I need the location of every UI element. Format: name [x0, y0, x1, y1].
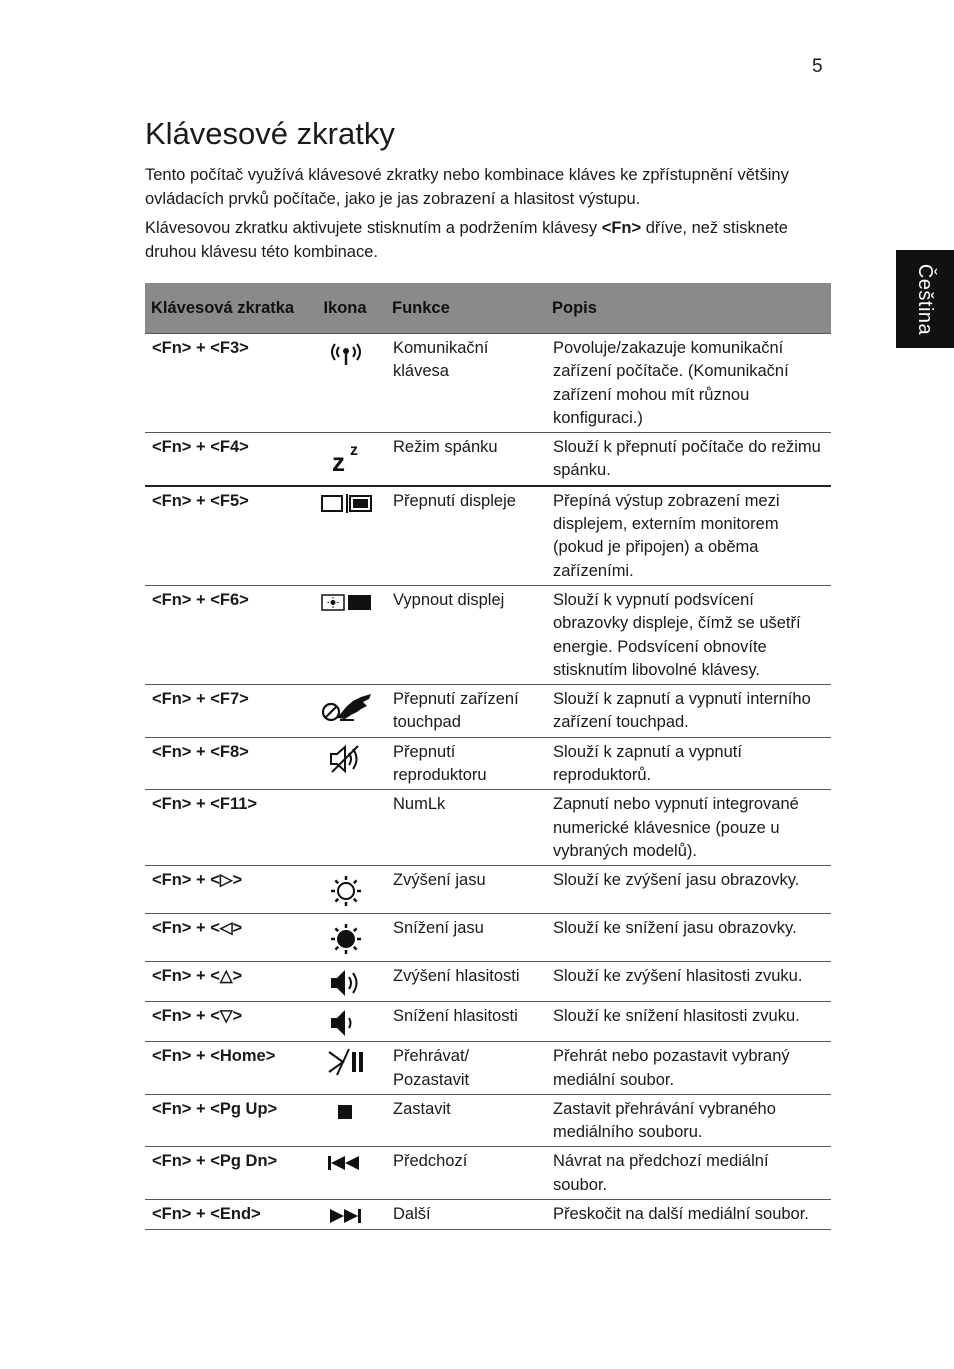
- function-name: Zvýšení hlasitosti: [386, 962, 546, 1002]
- brightness-down-icon: [311, 919, 380, 959]
- svg-text:z: z: [349, 442, 358, 460]
- function-name: Přehrávat/ Pozastavit: [386, 1042, 546, 1095]
- icon-cell: [304, 433, 386, 486]
- function-name: Vypnout displej: [386, 585, 546, 684]
- table-row: [145, 1200, 831, 1230]
- volume-down-icon: [311, 1007, 380, 1039]
- intro-paragraph: Tento počítač využívá klávesové zkratky nebo kombinace kláves ke zpřístupnění většiny ovládacích prvků počítače, jako je jas zobrazení a hlasitost výstupu.: [145, 166, 789, 208]
- icon-cell: [304, 1002, 386, 1042]
- shortcut-key: <Fn> + <F5>: [145, 486, 304, 586]
- icon-cell: [304, 685, 386, 738]
- function-name: Zastavit: [386, 1094, 546, 1147]
- table-row: [145, 962, 831, 1002]
- fn-key-label: <Fn>: [601, 219, 642, 237]
- icon-cell: [304, 486, 386, 586]
- function-name: NumLk: [386, 790, 546, 866]
- icon-cell: [304, 737, 386, 790]
- shortcut-key: <Fn> + <Pg Up>: [145, 1094, 304, 1147]
- function-description: Slouží ke snížení jasu obrazovky.: [546, 914, 831, 962]
- function-name: Předchozí: [386, 1147, 546, 1200]
- language-tab-label: Čeština: [914, 263, 937, 335]
- previous-track-icon: [311, 1152, 380, 1174]
- table-row: [145, 790, 831, 866]
- table-row: [145, 486, 831, 586]
- shortcut-key: <Fn> + <◁>: [145, 914, 304, 962]
- fn-instruction-text: Klávesovou zkratku aktivujete stisknutím a podržením klávesy: [145, 219, 602, 237]
- function-name: Přepnutí zařízení touchpad: [386, 685, 546, 738]
- table-row: [145, 685, 831, 738]
- brightness-up-icon: [311, 871, 380, 911]
- shortcut-key: <Fn> + <F8>: [145, 737, 304, 790]
- function-description: Slouží k vypnutí podsvícení obrazovky displeje, čímž se ušetří energie. Podsvícení obnovíte stisknutím libovolné klávesy.: [546, 585, 831, 684]
- table-row: [145, 1147, 831, 1200]
- function-name: Snížení hlasitosti: [386, 1002, 546, 1042]
- table-row: [145, 433, 831, 486]
- sleep-icon: [311, 438, 380, 474]
- shortcut-key: <Fn> + <▽>: [145, 1002, 304, 1042]
- header-function: Funkce: [386, 283, 546, 334]
- function-name: Zvýšení jasu: [386, 866, 546, 914]
- function-description: Slouží k přepnutí počítače do režimu spánku.: [546, 433, 831, 486]
- function-name: Přepnutí reproduktoru: [386, 737, 546, 790]
- display-off-icon: [311, 591, 380, 613]
- touchpad-toggle-icon: [311, 690, 380, 726]
- shortcut-key: <Fn> + <△>: [145, 962, 304, 1002]
- function-name: Přepnutí displeje: [386, 486, 546, 586]
- function-description: Slouží ke zvýšení hlasitosti zvuku.: [546, 962, 831, 1002]
- shortcut-key: <Fn> + <▷>: [145, 866, 304, 914]
- next-track-icon: [311, 1205, 380, 1227]
- icon-cell: [304, 1147, 386, 1200]
- header-shortcut: Klávesová zkratka: [145, 283, 304, 334]
- table-row: [145, 585, 831, 684]
- function-name: Další: [386, 1200, 546, 1230]
- shortcut-key: <Fn> + <Home>: [145, 1042, 304, 1095]
- fn-instruction-paragraph: [145, 217, 835, 264]
- shortcut-key: <Fn> + <End>: [145, 1200, 304, 1230]
- function-description: Slouží ke zvýšení jasu obrazovky.: [546, 866, 831, 914]
- header-icon: Ikona: [304, 283, 386, 334]
- table-row: [145, 1094, 831, 1147]
- icon-cell: [304, 866, 386, 914]
- language-tab: [896, 250, 954, 348]
- page-title: Klávesové zkratky: [145, 116, 395, 151]
- function-name: Komunikační klávesa: [386, 334, 546, 433]
- function-name: Snížení jasu: [386, 914, 546, 962]
- function-description: Slouží k zapnutí a vypnutí interního zařízení touchpad.: [546, 685, 831, 738]
- shortcut-key: <Fn> + <F6>: [145, 585, 304, 684]
- table-header-row: [145, 283, 831, 334]
- table-row: [145, 866, 831, 914]
- icon-cell: [304, 914, 386, 962]
- volume-up-icon: [311, 967, 380, 999]
- table-row: [145, 737, 831, 790]
- table-row: [145, 1002, 831, 1042]
- function-description: Zapnutí nebo vypnutí integrované numerické klávesnice (pouze u vybraných modelů).: [546, 790, 831, 866]
- icon-cell: [304, 334, 386, 433]
- shortcut-key: <Fn> + <F11>: [145, 790, 304, 866]
- stop-icon: [311, 1100, 380, 1124]
- fn-instruction-text-end: dříve, než stisknete druhou klávesu této kombinace.: [145, 219, 788, 261]
- display-switch-icon: [311, 492, 380, 514]
- header-description: Popis: [546, 283, 831, 334]
- table-row: [145, 914, 831, 962]
- function-description: Návrat na předchozí mediální soubor.: [546, 1147, 831, 1200]
- icon-cell: [304, 962, 386, 1002]
- shortcut-key: <Fn> + <F3>: [145, 334, 304, 433]
- function-description: Slouží ke snížení hlasitosti zvuku.: [546, 1002, 831, 1042]
- table-row: [145, 1042, 831, 1095]
- function-description: Zastavit přehrávání vybraného mediálního souboru.: [546, 1094, 831, 1147]
- table-row: [145, 334, 831, 433]
- function-name: Režim spánku: [386, 433, 546, 486]
- shortcut-key: <Fn> + <Pg Dn>: [145, 1147, 304, 1200]
- function-description: Slouží k zapnutí a vypnutí reproduktorů.: [546, 737, 831, 790]
- page-number: 5: [812, 56, 823, 77]
- play-pause-icon: [311, 1047, 380, 1077]
- icon-cell: [304, 790, 386, 866]
- wireless-icon: [311, 339, 380, 369]
- svg-text:z: z: [331, 447, 345, 475]
- function-description: Přeskočit na další mediální soubor.: [546, 1200, 831, 1230]
- function-description: Povoluje/zakazuje komunikační zařízení počítače. (Komunikační zařízení mohou mít různou konfiguraci.): [546, 334, 831, 433]
- speaker-toggle-icon: [311, 743, 380, 775]
- icon-cell: [304, 585, 386, 684]
- shortcut-key: <Fn> + <F4>: [145, 433, 304, 486]
- icon-cell: [304, 1042, 386, 1095]
- shortcut-key: <Fn> + <F7>: [145, 685, 304, 738]
- function-description: Přehrát nebo pozastavit vybraný mediální soubor.: [546, 1042, 831, 1095]
- shortcut-table: [145, 283, 831, 1230]
- icon-cell: [304, 1094, 386, 1147]
- function-description: Přepíná výstup zobrazení mezi displejem, externím monitorem (pokud je připojen) a oběma zařízeními.: [546, 486, 831, 586]
- icon-cell: [304, 1200, 386, 1230]
